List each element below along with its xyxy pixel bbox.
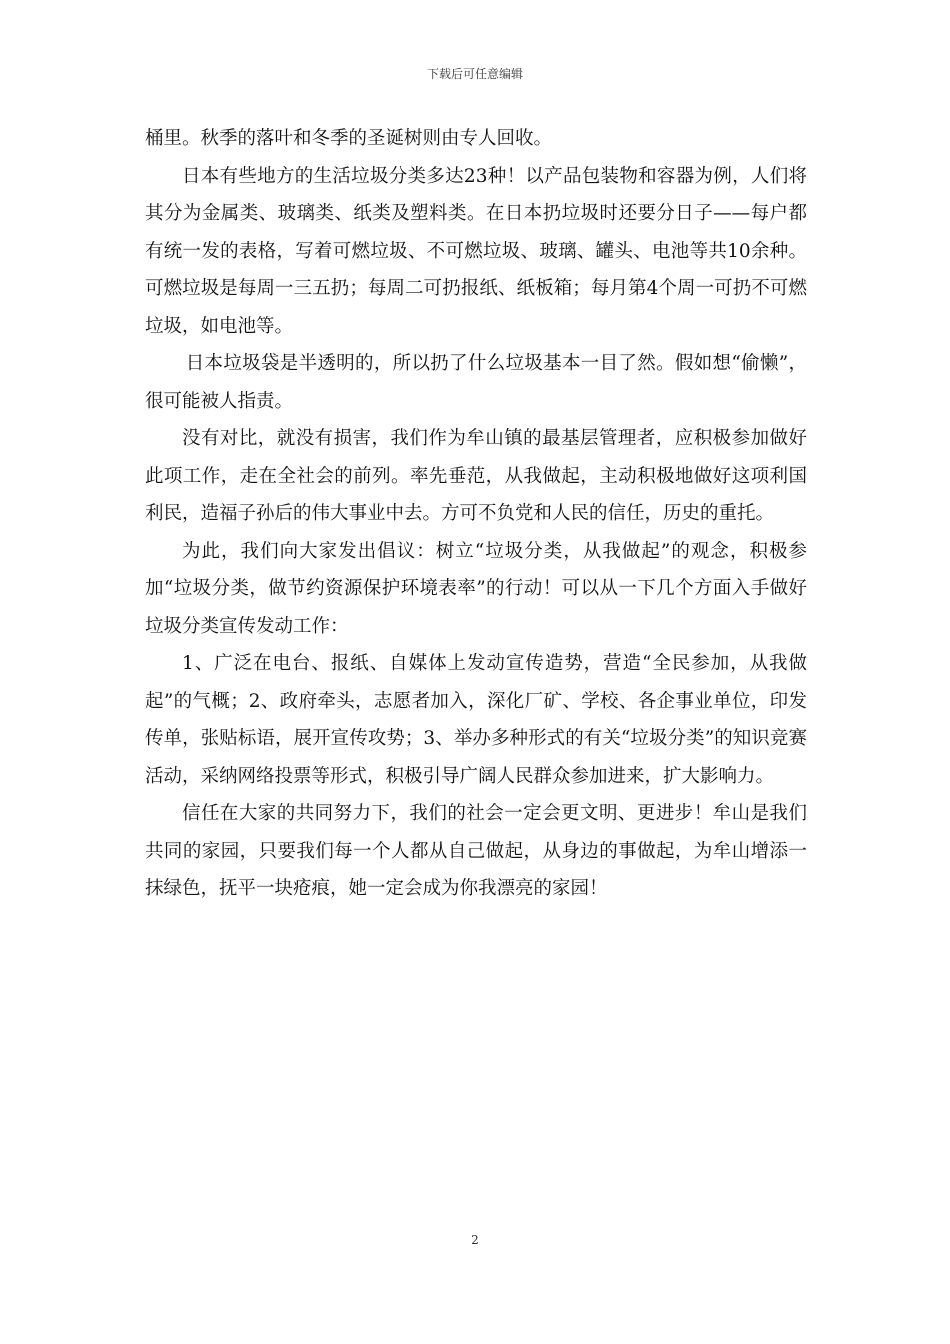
- paragraph-proposal: 为此，我们向大家发出倡议：树立“垃圾分类，从我做起”的观念，积极参加“垃圾分类，做节约资源保护环境表率”的行动！可以从一下几个方面入手做好垃圾分类宣传发动工作：: [145, 540, 807, 637]
- paragraph-continuation: 桶里。秋季的落叶和冬季的圣诞树则由专人回收。: [145, 128, 553, 149]
- paragraph-japan-bags: 日本垃圾袋是半透明的，所以扔了什么垃圾基本一目了然。假如想“偷懒”，很可能被人指责。: [145, 353, 807, 412]
- paragraph-conclusion: 信任在大家的共同努力下，我们的社会一定会更文明、更进步！牟山是我们共同的家园，只要我们每一个人都从自己做起，从身边的事做起，为牟山增添一抹绿色，抚平一块疮痕，她一定会成为你我漂亮的家园！: [145, 803, 807, 899]
- document-body: [145, 120, 807, 908]
- page-header: 下载后可任意编辑: [426, 67, 523, 81]
- page-number: 2: [471, 1233, 479, 1247]
- paragraph-measures: 1、广泛在电台、报纸、自媒体上发动宣传造势，营造“全民参加，从我做起”的气概；2、政府牵头，志愿者加入，深化厂矿、学校、各企事业单位，印发传单，张贴标语，展开宣传攻势；3、举办多种形式的有关“垃圾分类”的知识竞赛活动，采纳网络投票等形式，积极引导广阔人民群众参加进来，扩大影响力。: [145, 653, 807, 787]
- paragraph-japan-classification: 日本有些地方的生活垃圾分类多达23种！以产品包装物和容器为例，人们将其分为金属类、玻璃类、纸类及塑料类。在日本扔垃圾时还要分日子——每户都有统一发的表格，写着可燃垃圾、不可燃垃圾、玻璃、罐头、电池等共10余种。可燃垃圾是每周一三五扔；每周二可扔报纸、纸板箱；每月第4个周一可扔不可燃垃圾，如电池等。: [145, 165, 807, 337]
- paragraph-management: 没有对比，就没有损害，我们作为牟山镇的最基层管理者，应积极参加做好此项工作，走在全社会的前列。率先垂范，从我做起，主动积极地做好这项利国利民，造福子孙后的伟大事业中去。方可不负党和人民的信任，历史的重托。: [145, 428, 807, 524]
